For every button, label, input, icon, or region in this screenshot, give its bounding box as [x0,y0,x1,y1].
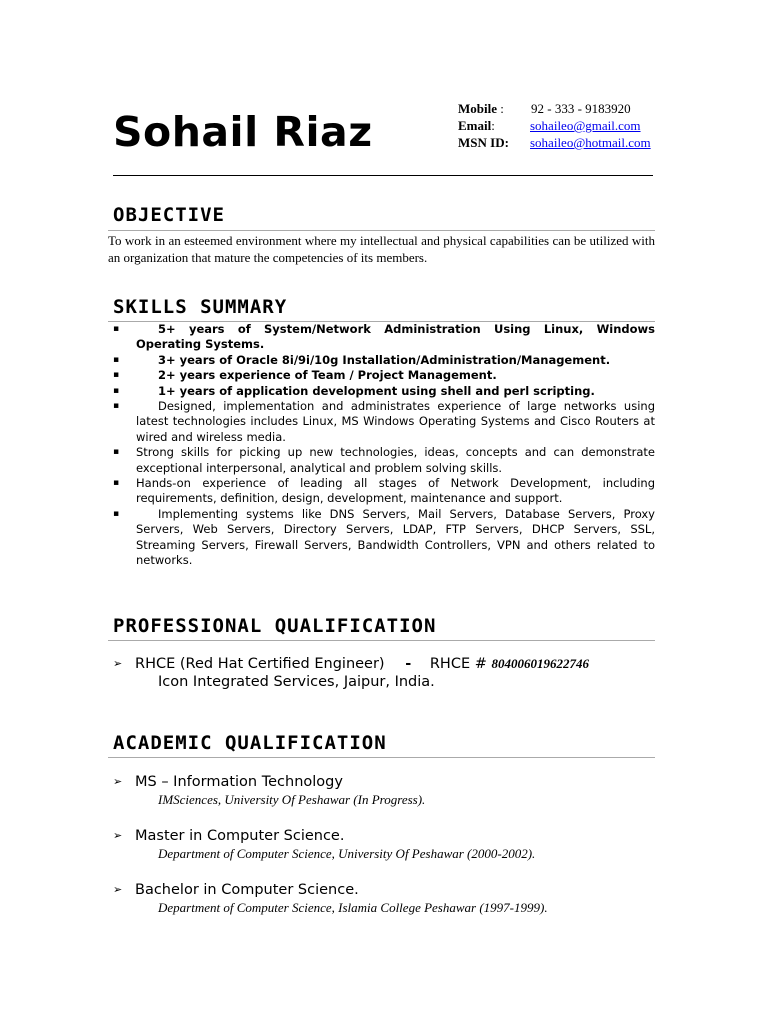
skills-heading: SKILLS SUMMARY [113,296,288,318]
skills-list [113,322,655,569]
arrow-icon: ➢ [113,883,123,896]
academic-item [113,827,658,867]
objective-heading: OBJECTIVE [113,204,225,226]
academic-item [113,773,658,813]
msn-label: MSN ID: [458,135,509,150]
rhce-number: 804006019622746 [491,656,589,671]
degree-title: Master in Computer Science. [135,828,345,844]
objective-rule [108,230,655,231]
professional-item [113,655,658,695]
arrow-icon: ➢ [113,775,123,788]
mobile-label: Mobile : [458,101,504,116]
contact-block [458,100,668,152]
degree-title: Bachelor in Computer Science. [135,882,359,898]
rhce-label: RHCE # [429,656,487,672]
bullet-icon: ▪ [113,324,120,334]
cert-dash: - [405,656,412,672]
email-label: Email: [458,118,495,133]
degree-detail: Department of Computer Science, Islamia College Peshawar (1997-1999). [158,900,548,915]
mobile-value: 92 - 333 - 9183920 [531,101,631,116]
list-item: ▪ Implementing systems like DNS Servers, Mail Servers, Database Servers, Proxy Servers, Web Servers, Directory Servers, LDAP, FTP Servers, DHCP Servers, SSL, Streaming Servers, Firewall Servers, Bandwidth Controllers, VPN and others related to networks. [113,506,655,568]
degree-detail: IMSciences, University Of Peshawar (In Progress). [158,792,426,807]
list-item: ▪ Strong skills for picking up new technologies, ideas, concepts and can demonstrate exceptional interpersonal, analytical and problem solving skills. [113,445,655,475]
list-item: ▪ Designed, implementation and administrates experience of large networks using latest technologies includes Linux, MS Windows Operating Systems and Cisco Routers at wired and wireless media. [113,399,655,444]
academic-item [113,881,658,921]
degree-title: MS – Information Technology [135,774,343,790]
degree-detail: Department of Computer Science, University Of Peshawar (2000-2002). [158,846,536,861]
academic-heading: ACADEMIC QUALIFICATION [113,732,387,754]
arrow-icon: ➢ [113,657,123,670]
header-divider [113,175,653,176]
list-item: ▪ 2+ years experience of Team / Project Management. [113,368,497,383]
professional-heading: PROFESSIONAL QUALIFICATION [113,615,437,637]
list-item: ▪ 1+ years of application development using shell and perl scripting. [113,383,595,398]
professional-rule [108,640,655,641]
bullet-icon: ▪ [113,385,120,396]
bullet-icon: ▪ [113,401,120,412]
msn-link[interactable]: sohaileo@hotmail.com [530,135,651,150]
email-link[interactable]: sohaileo@gmail.com [530,118,641,133]
bullet-icon: ▪ [113,354,120,365]
arrow-icon: ➢ [113,829,123,842]
cert-name: RHCE (Red Hat Certified Engineer) [135,656,385,672]
list-item: ▪ 3+ years of Oracle 8i/9i/10g Installation/Administration/Management. [113,352,611,367]
bullet-icon: ▪ [113,447,120,458]
objective-text: To work in an esteemed environment where my intellectual and physical capabilities can be utilized with an organization that mature the competencies of its members. [108,233,655,265]
candidate-name: Sohail Riaz [113,108,373,156]
academic-rule [108,757,655,758]
cert-line [135,655,589,673]
list-item: ▪ 5+ years of System/Network Administration Using Linux, Windows Operating Systems. [113,322,655,352]
bullet-icon: ▪ [113,508,120,519]
list-item: ▪ Hands-on experience of leading all stages of Network Development, including requirements, definition, design, development, maintenance and support. [113,476,655,506]
bullet-icon: ▪ [113,478,120,489]
bullet-icon: ▪ [113,370,120,381]
cert-institute: Icon Integrated Services, Jaipur, India. [158,674,435,690]
